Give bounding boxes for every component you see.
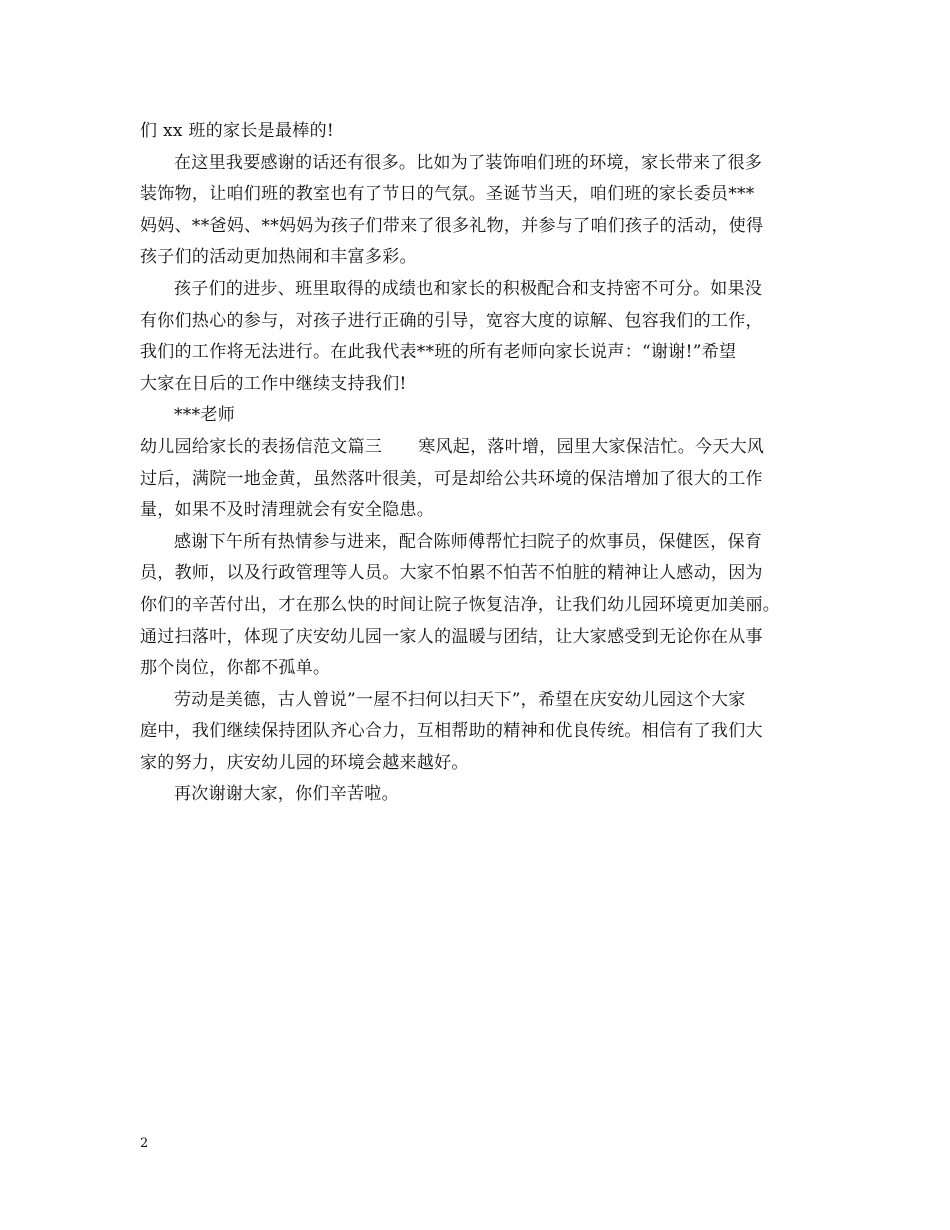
text-line: 量，如果不及时清理就会有安全隐患。 — [140, 500, 435, 521]
text-line: 那个岗位，你都不孤单。 — [140, 658, 331, 679]
text-line: 寒风起，落叶增，园里大家保洁忙。今天大风 — [418, 436, 765, 457]
text-line: 在这里我要感谢的话还有很多。比如为了装饰咱们班的环境，家长带来了很多 — [174, 152, 763, 173]
document-body — [140, 116, 822, 811]
page-number: 2 — [140, 1136, 149, 1151]
text-line: 们 xx 班的家长是最棒的! — [140, 121, 335, 141]
text-line: 通过扫落叶，体现了庆安幼儿园一家人的温暖与团结，让大家感受到无论你在从事 — [140, 626, 763, 647]
text-line: 你们的辛苦付出，才在那么快的时间让院子恢复洁净，让我们幼儿园环境更加美丽。 — [140, 594, 781, 615]
signature-line: ***老师 — [174, 405, 235, 426]
text-line: 员，教师，以及行政管理等人员。大家不怕累不怕苦不怕脏的精神让人感动，因为 — [140, 563, 763, 584]
text-line: 再次谢谢大家，你们辛苦啦。 — [174, 784, 399, 805]
text-line: 有你们热心的参与，对孩子进行正确的引导，宽容大度的谅解、包容我们的工作， — [140, 310, 763, 331]
section-heading: 幼儿园给家长的表扬信范文篇三 — [140, 436, 383, 457]
text-line: 大家在日后的工作中继续支持我们! — [140, 373, 407, 394]
text-line: 庭中，我们继续保持团队齐心合力，互相帮助的精神和优良传统。相信有了我们大 — [140, 721, 763, 742]
text-line: 感谢下午所有热情参与进来，配合陈师傅帮忙扫院子的炊事员，保健医，保育 — [174, 531, 763, 552]
section-heading-line — [140, 432, 822, 464]
text-line: 家的努力，庆安幼儿园的环境会越来越好。 — [140, 752, 469, 773]
text-line: 孩子们的进步、班里取得的成绩也和家长的积极配合和支持密不可分。如果没 — [174, 278, 763, 299]
text-line: 过后，满院一地金黄，虽然落叶很美，可是却给公共环境的保洁增加了很大的工作 — [140, 468, 763, 489]
text-line: 我们的工作将无法进行。在此我代表**班的所有老师向家长说声：“谢谢!”希望 — [140, 342, 737, 363]
text-line: 孩子们的活动更加热闹和丰富多彩。 — [140, 247, 417, 268]
text-line: 劳动是美德，古人曾说”一屋不扫何以扫天下”，希望在庆安幼儿园这个大家 — [174, 689, 746, 710]
text-line: 装饰物，让咱们班的教室也有了节日的气氛。圣诞节当天，咱们班的家长委员*** — [140, 184, 755, 205]
text-line: 妈妈、**爸妈、**妈妈为孩子们带来了很多礼物，并参与了咱们孩子的活动，使得 — [140, 215, 764, 236]
